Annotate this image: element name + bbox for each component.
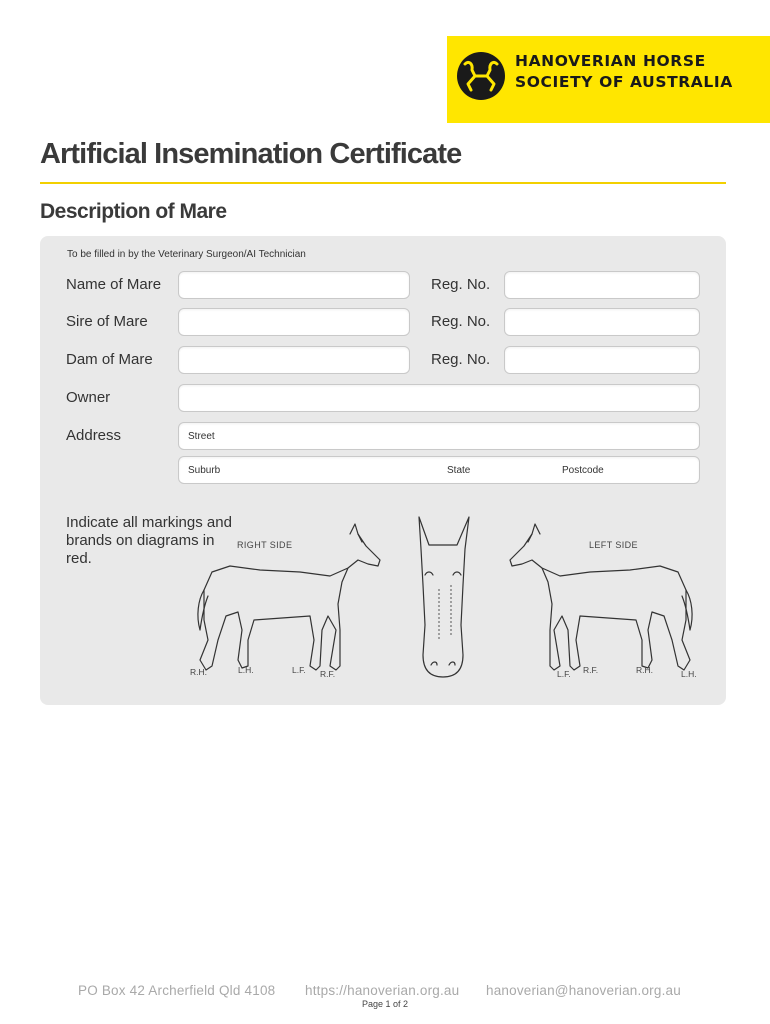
owner-field[interactable]: [178, 384, 700, 412]
owner-label: Owner: [66, 389, 111, 406]
dam-reg-no-field[interactable]: [504, 346, 700, 374]
right-side-rf-label: R.F.: [320, 669, 336, 679]
dam-reg-no-label: Reg. No.: [431, 351, 491, 368]
markings-instruction: Indicate all markings and brands on diagrams in red.: [66, 514, 232, 567]
sire-of-mare-label: Sire of Mare: [66, 313, 148, 330]
logo-line-2: SOCIETY OF AUSTRALIA: [515, 73, 733, 91]
page-number: Page 1 of 2: [361, 999, 409, 1009]
horse-left-side-diagram[interactable]: [500, 520, 700, 680]
hanoverian-horse-heads-icon: [455, 50, 507, 102]
left-side-lf-label: L.F.: [557, 669, 571, 679]
name-of-mare-label: Name of Mare: [66, 276, 162, 293]
suburb-label: Suburb: [188, 465, 221, 476]
society-logo: [447, 36, 770, 123]
right-side-rh-label: R.H.: [190, 667, 207, 677]
address-label: Address: [66, 427, 122, 444]
footer-email-link[interactable]: hanoverian@hanoverian.org.au: [486, 983, 681, 998]
footer-website-link[interactable]: https://hanoverian.org.au: [305, 983, 460, 998]
page-title: Artificial Insemination Certificate: [40, 138, 462, 170]
horse-front-face-diagram[interactable]: [407, 515, 479, 680]
sire-of-mare-field[interactable]: [178, 308, 410, 336]
mare-reg-no-field[interactable]: [504, 271, 700, 299]
logo-line-1: HANOVERIAN HORSE: [515, 52, 706, 70]
street-field[interactable]: [178, 422, 700, 450]
left-side-rf-label: R.F.: [583, 665, 599, 675]
postcode-label: Postcode: [562, 465, 604, 476]
form-instruction: To be filled in by the Veterinary Surgeon/AI Technician: [67, 249, 306, 260]
state-label: State: [447, 465, 471, 476]
sire-reg-no-field[interactable]: [504, 308, 700, 336]
right-side-lf-label: L.F.: [292, 665, 306, 675]
left-side-lh-label: L.H.: [681, 669, 697, 679]
suburb-state-postcode-field[interactable]: [178, 456, 700, 484]
mare-reg-no-label: Reg. No.: [431, 276, 491, 293]
sire-reg-no-label: Reg. No.: [431, 313, 491, 330]
street-label: Street: [188, 431, 215, 442]
footer-address: PO Box 42 Archerfield Qld 4108: [78, 983, 276, 998]
section-title: Description of Mare: [40, 200, 227, 223]
dam-of-mare-field[interactable]: [178, 346, 410, 374]
title-divider: [40, 182, 726, 184]
right-side-label: RIGHT SIDE: [237, 540, 293, 550]
right-side-lh-label: L.H.: [238, 665, 254, 675]
left-side-rh-label: R.H.: [636, 665, 653, 675]
left-side-label: LEFT SIDE: [589, 540, 638, 550]
name-of-mare-field[interactable]: [178, 271, 410, 299]
horse-right-side-diagram[interactable]: [190, 520, 390, 680]
dam-of-mare-label: Dam of Mare: [66, 351, 153, 368]
